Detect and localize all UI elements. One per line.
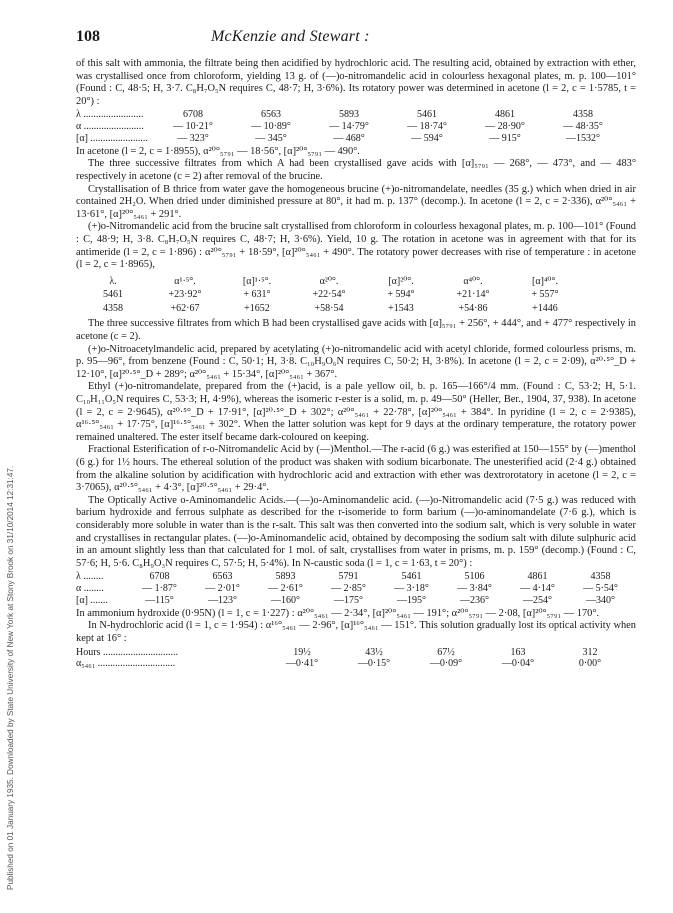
table-cell: α ........................ — [76, 121, 144, 133]
table-cell: 163 — [510, 646, 526, 658]
table-cell: 6563 — [261, 109, 281, 121]
table-cell: + 631° — [243, 289, 271, 301]
table-cell: +21·14° — [456, 289, 490, 301]
table-cell: —340° — [586, 594, 615, 606]
table-header-cell: α¹·⁵°. — [174, 275, 196, 287]
paragraph-8: Ethyl (+)o-nitromandelate, prepared from the (+)acid, is a pale yellow oil, b. p. 165—166°/4 mm. (Found : C, 53·2; H, 5·1. C₁₀H₁₁O₅N requires C, 53·3; H, 4·9%), whereas the isomeric r-ester is a solid, m. p. 49—50° (Heller, Ber., 1904, 37, 938). In acetone (l = 2, c = 2·9645), α²⁰·⁵°_D + 17·91°, [α]²⁰·⁵°_D + 302°; α²⁰°₅₄₆₁ + 22·78°, [α]²⁰°₅₄₆₁ + 384°. In pyridine (l = 2, c = 2·9385), α¹⁶·⁵°₅₄₆₁ + 17·75°, [α]¹⁶·⁵°₅₄₆₁ + 302°. When the latter solution was kept for 9 days at the ordinary temperature, the rotatory power remained unaltered. The ester itself became dark-coloured on keeping. — [76, 381, 636, 443]
table-cell: — 594° — [411, 132, 443, 144]
table-cell: 4358 — [573, 109, 593, 121]
table-cell: 0·00° — [578, 658, 602, 670]
table-row — [76, 133, 622, 145]
table-header-cell: [α]²⁰°. — [388, 275, 414, 287]
paragraph-10: The Optically Active o-Aminomandelic Acids.—(—)o-Aminomandelic acid. (—)o-Nitromandelic acid (7·5 g.) was reduced with barium hydroxide and ferrous sulphate as described for the r-isomeride to form barium (—)o-aminomandelate (7·6 g.), which is considerably more soluble in water than is the r-salt. This salt was then converted into the sodium salt, which is very soluble in water and crystallises in rectangular plates. (—)o-Aminomandelic acid, obtained by decomposing the sodium salt with dilute sulphuric acid in an amount slightly less than that calculated for 1 mol. of salt, crystallises from water in prisms, m. p. 159° (decomp.) (Found : C, 57·6; H, 5·6. C₈H₉O₃N requires C, 57·5; H, 5·4%). In N-caustic soda (l = 1, c = 1·63, t = 20°) : — [76, 494, 636, 569]
table-row — [76, 109, 622, 121]
table-cell: —1532° — [566, 132, 600, 144]
table-cell: α₅₄₆₁ ............................... — [76, 658, 176, 670]
table-cell: —0·15° — [357, 658, 391, 670]
table-cell: 4358 — [103, 302, 123, 314]
table-cell: 6708 — [149, 571, 170, 583]
rotation-table-4 — [76, 647, 626, 671]
table-cell: 5461 — [417, 109, 437, 121]
table-cell: 5893 — [339, 109, 359, 121]
table-row — [78, 303, 580, 315]
table-cell: — 915° — [489, 132, 521, 144]
table-cell: 4861 — [527, 571, 548, 583]
table-row — [76, 121, 622, 133]
table-cell: +23·92° — [168, 289, 202, 301]
table-cell: — 345° — [255, 132, 287, 144]
table-cell: + 594° — [387, 289, 415, 301]
rotation-table-3 — [76, 571, 632, 606]
table-cell: —195° — [397, 594, 426, 606]
table-cell: —236° — [460, 594, 489, 606]
running-head: McKenzie and Stewart : — [211, 28, 370, 45]
paragraph-5: (+)o-Nitromandelic acid from the brucine salt crystallised from chloroform in colourless hexagonal plates, m. p. 100—101° (Found : C, 48·9; H, 3·8. C₈H₇O₅N requires C, 48·7; H, 3·6%). Yield, 10 g. The rotation in acetone was in agreement with that for its antimeride (l = 2, c = 1·896) : α²⁰°₅₇₉₁ + 18·59°, [α]²⁰°₅₄₆₁ + 490°. The rotatory power decreases with rise of temperature : in acetone (l = 2, c = 1·8965), — [76, 221, 636, 271]
table-cell: Hours .............................. — [76, 646, 178, 658]
table-cell: — 2·01° — [205, 583, 240, 595]
table-cell: — 48·35° — [563, 121, 603, 133]
table-row — [76, 595, 632, 607]
table-header-cell: α⁴⁰°. — [463, 275, 483, 287]
table-cell: — 468° — [333, 132, 365, 144]
download-watermark-text: Published on 01 January 1935. Downloaded by State University of New York at Stony Brook on 31/10/2014 12:31:47. — [6, 465, 15, 890]
table-cell: — 1·87° — [142, 583, 177, 595]
table-cell: —123° — [208, 594, 237, 606]
table-cell: —115° — [145, 594, 174, 606]
table-cell: + 557° — [531, 289, 559, 301]
table-cell: —175° — [334, 594, 363, 606]
table-cell: +54·86 — [458, 302, 488, 314]
table-row — [76, 647, 626, 659]
paragraph-6: The three successive filtrates from which B had been crystallised gave acids with [α]₅₇₉₁ + 256°, + 444°, and + 477° respectively in acetone (c = 2). — [76, 318, 636, 343]
table-cell: 19½ — [293, 646, 311, 658]
table-cell: —0·04° — [501, 658, 535, 670]
table-row — [76, 571, 632, 583]
table-row — [78, 289, 580, 301]
paragraph-9: Fractional Esterification of r-o-Nitromandelic Acid by (—)Menthol.—The r-acid (6 g.) was esterified at 150—155° by (—)menthol (6 g.) for 1½ hours. The ethereal solution of the product was shaken with sodium bicarbonate. The unesterified acid (2·4 g.) obtained from the alkaline solution by acidification with hydrochloric acid and extraction with ether was dextrorotatory in acetone (l = 2, c = 3·7065), α²⁰·⁵°₅₄₆₁ + 4·3°, [α]²⁰·⁵°₅₄₆₁ + 29·4°. — [76, 444, 636, 494]
table-row — [76, 658, 626, 670]
download-watermark — [4, 40, 18, 900]
table-cell: [α] ....................... — [76, 132, 148, 144]
table-cell: 4358 — [590, 571, 611, 583]
table-cell: —254° — [523, 594, 552, 606]
table-row — [76, 583, 632, 595]
table-cell: 5461 — [103, 289, 123, 301]
table-cell: 67½ — [437, 646, 455, 658]
rotation-table-2 — [76, 274, 582, 317]
paragraph-3: The three successive filtrates from which A had been crystallised gave acids with [α]₅₇₉₁ — 268°, — 473°, and — 483° respectively in acetone (c = 2) after removal of the brucine. — [76, 158, 636, 182]
table-cell: +58·54 — [314, 302, 344, 314]
paragraph-4: Crystallisation of B thrice from water gave the homogeneous brucine (+)o-nitromandelate, needles (35 g.) which when dried in air contained 2H₂O. When dried under diminished pressure at 80°, it had m. p. 137° (decomp.). In acetone (l = 2, c = 2·336), α²⁰°₅₄₆₁ + 13·61°, [α]²⁰°₅₄₆₁ + 291°. — [76, 183, 636, 220]
table-cell: 6708 — [183, 109, 203, 121]
table-cell: — 10·21° — [173, 121, 213, 133]
paragraph-7: (+)o-Nitroacetylmandelic acid, prepared by acetylating (+)o-nitromandelic acid with acetyl chloride, formed colourless prisms, m. p. 95—96°, from benzene (Found : C, 50·1; H, 3·8. C₁₀H₉O₆N requires C, 50·2; H, 3·8%). In acetone (l = 2, c = 2·09), α²⁰·⁵°_D + 12·10°, [α]²⁰·⁵°_D + 289°; α²⁰°₅₄₆₁ + 15·34°, [α]²⁰°₅₄₆₁ + 367°. — [76, 343, 636, 380]
table-header-cell: α²⁰°. — [319, 275, 339, 287]
table-cell: — 28·90° — [485, 121, 525, 133]
table-header-cell: [α]¹·⁵°. — [242, 275, 272, 287]
table-cell: α ........ — [76, 583, 104, 595]
table-cell: +1652 — [244, 302, 270, 314]
page-number: 108 — [76, 28, 100, 45]
table-cell: — 18·74° — [407, 121, 447, 133]
table-cell: +22·54° — [312, 289, 346, 301]
table-cell: λ ........................ — [76, 109, 144, 121]
table-cell: —160° — [271, 594, 300, 606]
table-cell: 312 — [582, 646, 598, 658]
table-cell: 5461 — [401, 571, 422, 583]
table-cell: λ ........ — [76, 571, 104, 583]
table-cell: +62·67 — [170, 302, 200, 314]
page-content — [76, 28, 636, 671]
paragraph-2: In acetone (l = 2, c = 1·8955), α²⁰°₅₇₉₁ — 18·56°, [α]²⁰°₅₇₉₁ — 490°. — [76, 145, 360, 157]
table-cell: — 323° — [177, 132, 209, 144]
table-cell: 5791 — [338, 571, 359, 583]
table-cell: +1543 — [388, 302, 414, 314]
rotation-table-1 — [76, 109, 622, 144]
table-cell: +1446 — [532, 302, 558, 314]
table-cell: — 3·18° — [394, 583, 429, 595]
table-cell: — 2·85° — [331, 583, 366, 595]
table-cell: —0·41° — [285, 658, 319, 670]
table-cell: 6563 — [212, 571, 233, 583]
page-header — [76, 28, 636, 54]
table-cell: 4861 — [495, 109, 515, 121]
table-cell: — 2·61° — [268, 583, 303, 595]
paragraph-12: In N-hydrochloric acid (l = 1, c = 1·954) : α¹⁶°₅₄₆₁ — 2·96°, [α]¹⁶°₅₄₆₁ — 151°. This solution gradually lost its optical activity when kept at 16° : — [76, 620, 636, 644]
table-cell: 5893 — [275, 571, 296, 583]
table-cell: [α] ....... — [76, 594, 108, 606]
paragraph-1: of this salt with ammonia, the filtrate being then acidified by hydrochloric acid. The resulting acid, obtained by extraction with ether, was crystallised once from chloroform, yielding 13 g. of (—)o-nitromandelic acid in colourless hexagonal plates, m. p. 100—101° (Found : C, 48·5; H, 3·7. C₈H₇O₅N requires C, 48·7; H, 3·6%). Its rotatory power was determined in acetone (l = 2, c = 1·5785, t = 20°) : — [76, 58, 636, 107]
table-cell: — 4·14° — [520, 583, 555, 595]
table-header-cell: [α]⁴⁰°. — [532, 275, 558, 287]
table-cell: 5106 — [464, 571, 485, 583]
paragraph-11: In ammonium hydroxide (0·95N) (l = 1, c = 1·227) : α²⁰°₅₄₆₁ — 2·34°, [α]²⁰°₅₄₆₁ — 191°; α²⁰°₅₇₉₁ — 2·08, [α]²⁰°₅₇₉₁ — 170°. — [76, 607, 600, 619]
table-cell: — 10·89° — [251, 121, 291, 133]
table-header-cell: λ. — [109, 275, 117, 287]
table-cell: —0·09° — [429, 658, 463, 670]
table-cell: — 14·79° — [329, 121, 369, 133]
table-cell: 43½ — [365, 646, 383, 658]
table-cell: — 5·54° — [583, 583, 618, 595]
table-row — [78, 276, 580, 288]
table-cell: — 3·84° — [457, 583, 492, 595]
